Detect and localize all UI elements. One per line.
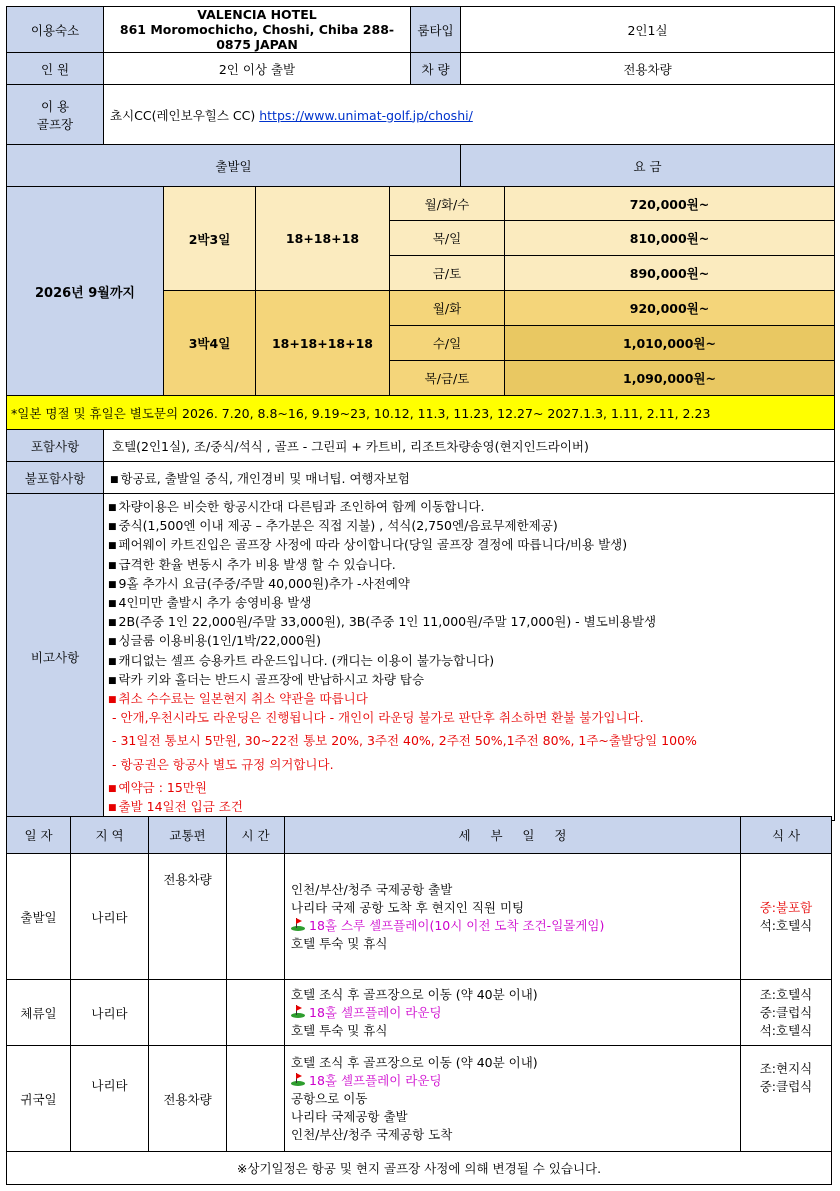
remark-item: ■ 급격한 환율 변동시 추가 비용 발생 할 수 있습니다.	[108, 556, 396, 572]
square-bullet-icon: ■	[108, 541, 117, 552]
price-header: 요 금	[461, 145, 835, 187]
schedule-details	[285, 980, 741, 1046]
cancel-policy-title: ■ 취소 수수료는 일본현지 취소 약관을 따릅니다	[108, 691, 368, 707]
price-days: 수/일	[390, 326, 505, 361]
region: 나리타	[71, 854, 149, 980]
golf-course-value	[104, 85, 835, 145]
header-time: 시 간	[227, 817, 285, 854]
remark-item: ■ 싱글룸 이용비용(1인/1박/22,000원)	[108, 633, 322, 649]
vehicle-value: 전용차량	[461, 53, 835, 85]
schedule-line: 인천/부산/청주 국제공항 출발	[291, 881, 453, 897]
schedule-line: 나리타 국제 공항 도착 후 현지인 직원 미팅	[291, 899, 525, 915]
excluded-text: 항공료, 출발일 중식, 개인경비 및 매너팁. 여행자보험	[120, 470, 410, 486]
price-days: 월/화/수	[390, 187, 505, 221]
itinerary-table	[6, 816, 832, 1185]
remarks-content	[104, 494, 835, 821]
square-bullet-icon: ■	[108, 522, 117, 533]
square-bullet-icon: ■	[108, 803, 117, 814]
transport: 전용차량	[149, 1046, 227, 1152]
cancel-line: - 항공권은 항공사 별도 규정 의거합니다.	[112, 756, 334, 772]
schedule-line: 호텔 조식 후 골프장으로 이동 (약 40분 이내)	[291, 1054, 538, 1070]
room-type-value: 2인1실	[461, 7, 835, 53]
schedule-details	[285, 854, 741, 980]
golf-course-link[interactable]: https://www.unimat-golf.jp/choshi/	[259, 107, 473, 123]
header-meals: 식 사	[741, 817, 832, 854]
square-bullet-icon: ■	[108, 503, 117, 513]
hotel-info	[104, 7, 411, 53]
square-bullet-icon: ■	[108, 656, 117, 667]
cancel-line: - 31일전 통보시 5만원, 30~22전 통보 20%, 3주전 40%, 2주전 50%,1주전 80%, 1주~출발당일 100%	[112, 733, 697, 749]
meals	[741, 854, 832, 980]
schedule-line: 인천/부산/청주 국제공항 도착	[291, 1126, 453, 1142]
price-value: 1,010,000원~	[505, 326, 835, 361]
square-bullet-icon: ■	[108, 560, 117, 571]
remark-item: ■ 9홀 추가시 요금(주중/주말 40,000원)추가 -사전예약	[108, 575, 410, 591]
price-value: 1,090,000원~	[505, 361, 835, 396]
lodging-label: 이용숙소	[7, 7, 104, 53]
day-label: 귀국일	[7, 1046, 71, 1152]
schedule-line: 호텔 투숙 및 휴식	[291, 935, 388, 951]
cancel-line: - 안개,우천시라도 라운딩은 진행됩니다 - 개인이 라운딩 불가로 판단후 취소하면 환불 불가입니다.	[112, 710, 644, 726]
package-duration: 3박4일	[164, 291, 256, 396]
day-label: 출발일	[7, 854, 71, 980]
golf-flag-icon	[291, 1005, 305, 1018]
remark-item: ■ 차량이용은 비슷한 항공시간대 다른팀과 조인하여 함께 이동합니다.	[108, 499, 485, 514]
meal-item: 조:호텔식	[759, 986, 813, 1002]
square-bullet-icon: ■	[108, 675, 117, 686]
golf-flag-icon	[291, 918, 305, 931]
remark-item: ■ 4인미만 출발시 추가 송영비용 발생	[108, 595, 312, 611]
remark-item: ■ 페어웨이 카트진입은 골프장 사정에 따라 상이합니다(당일 골프장 결정에 따릅니다/비용 발생)	[108, 537, 628, 553]
transport: 전용차량	[149, 854, 227, 980]
golf-label-line2: 골프장	[36, 116, 74, 132]
excluded-value	[104, 462, 835, 494]
remark-item: ■ 락카 키와 홀더는 반드시 골프장에 반납하시고 차량 탑승	[108, 671, 425, 687]
price-days: 목/일	[390, 221, 505, 256]
people-value: 2인 이상 출발	[104, 53, 411, 85]
meal-item: 중:클럽식	[759, 1004, 813, 1020]
included-label: 포함사항	[7, 430, 104, 462]
price-value: 890,000원~	[505, 256, 835, 291]
header-transport: 교통편	[149, 817, 227, 854]
header-details: 세 부 일 정	[285, 817, 741, 854]
meal-item: 중:클럽식	[759, 1079, 813, 1094]
hotel-name: VALENCIA HOTEL	[197, 7, 317, 22]
vehicle-label: 차 량	[411, 53, 461, 85]
golf-label-line1: 이 용	[40, 98, 70, 114]
region: 나리타	[71, 980, 149, 1046]
price-value: 810,000원~	[505, 221, 835, 256]
people-label: 인 원	[7, 53, 104, 85]
header-day: 일 자	[7, 817, 71, 854]
square-bullet-icon: ■	[108, 783, 117, 794]
price-value: 920,000원~	[505, 291, 835, 326]
departure-header: 출발일	[7, 145, 461, 187]
golf-line: 18홀 셀프플레이 라운딩	[291, 1072, 736, 1090]
package-duration: 2박3일	[164, 187, 256, 291]
square-bullet-icon: ■	[108, 618, 117, 629]
meal-item: 석:호텔식	[759, 917, 813, 933]
square-bullet-icon: ■	[108, 599, 117, 610]
tour-info-table	[6, 6, 835, 821]
header-region: 지 역	[71, 817, 149, 854]
schedule-line: 호텔 조식 후 골프장으로 이동 (약 40분 이내)	[291, 986, 538, 1002]
package-rounds: 18+18+18	[256, 187, 390, 291]
region: 나리타	[71, 1046, 149, 1152]
meal-red: 중:불포함	[759, 899, 813, 915]
square-bullet-icon: ■	[108, 637, 117, 648]
meals	[741, 980, 832, 1046]
time	[227, 854, 285, 980]
meal-item: 조:현지식	[759, 1061, 813, 1076]
remarks-label: 비고사항	[7, 494, 104, 821]
price-days: 월/화	[390, 291, 505, 326]
deposit-line: ■ 예약금 : 15만원	[108, 779, 207, 795]
golf-course-name: 쵸시CC(레인보우힐스 CC)	[110, 107, 256, 123]
package-rounds: 18+18+18+18	[256, 291, 390, 396]
golf-flag-icon	[291, 1073, 305, 1086]
square-bullet-icon: ■	[108, 579, 117, 590]
schedule-line: 나리타 국제공항 출발	[291, 1108, 408, 1124]
schedule-line: 호텔 투숙 및 휴식	[291, 1022, 388, 1038]
square-bullet-icon: ■	[110, 474, 119, 485]
price-days: 목/금/토	[390, 361, 505, 396]
time	[227, 980, 285, 1046]
square-bullet-icon: ■	[108, 695, 117, 706]
itinerary-footer-note: ※상기일정은 항공 및 현지 골프장 사정에 의해 변경될 수 있습니다.	[7, 1152, 832, 1185]
remark-item: ■ 중식(1,500엔 이내 제공 – 추가분은 직접 지불) , 석식(2,750엔/음료무제한제공)	[108, 518, 558, 534]
holiday-notice: *일본 명절 및 휴일은 별도문의 2026. 7.20, 8.8~16, 9.19~23, 10.12, 11.3, 11.23, 12.27~ 2027.1.3, 1.11, 2.11, 2.23	[7, 396, 835, 430]
meal-item: 석:호텔식	[759, 1022, 813, 1038]
golf-course-label	[7, 85, 104, 145]
schedule-line: 공항으로 이동	[291, 1090, 368, 1106]
room-type-label: 룸타입	[411, 7, 461, 53]
golf-line: 18홀 스루 셀프플레이(10시 이전 도착 조건-일몰게임)	[291, 917, 736, 935]
included-value: 호텔(2인1실), 조/중식/석식 , 골프 - 그린피 + 카트비, 리조트차량송영(현지인드라이버)	[104, 430, 835, 462]
time	[227, 1046, 285, 1152]
price-days: 금/토	[390, 256, 505, 291]
period-cell: 2026년 9월까지	[7, 187, 164, 396]
day-label: 체류일	[7, 980, 71, 1046]
hotel-address: 861 Moromochicho, Choshi, Chiba 288-0875 JAPAN	[119, 22, 395, 52]
remark-item: ■ 2B(주중 1인 22,000원/주말 33,000원), 3B(주중 1인 11,000원/주말 17,000원) - 별도비용발생	[108, 614, 657, 630]
remark-item: ■ 캐디없는 셀프 승용카트 라운드입니다. (캐디는 이용이 불가능합니다)	[108, 652, 495, 668]
deadline-line: ■ 출발 14일전 입금 조건	[108, 799, 243, 815]
excluded-label: 불포함사항	[7, 462, 104, 494]
price-value: 720,000원~	[505, 187, 835, 221]
transport	[149, 980, 227, 1046]
golf-line: 18홀 셀프플레이 라운딩	[291, 1004, 736, 1022]
schedule-details	[285, 1046, 741, 1152]
meals	[741, 1046, 832, 1152]
